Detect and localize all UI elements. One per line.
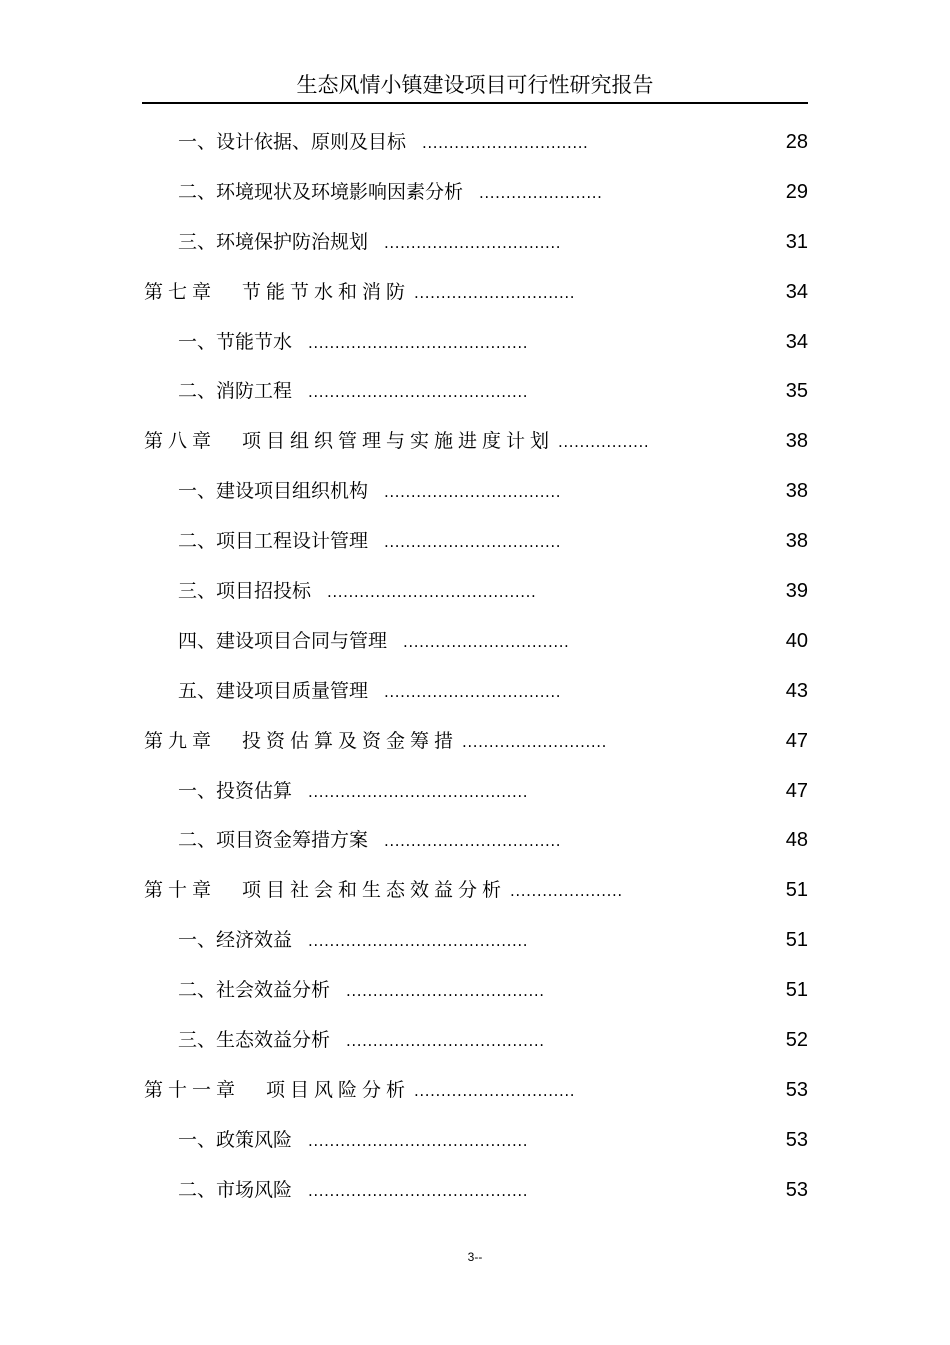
toc-leader-dots: ................................. xyxy=(384,832,562,851)
toc-section-title: 二、社会效益分析 xyxy=(178,979,331,1002)
toc-chapter-number: 第十一章 xyxy=(144,1078,241,1101)
toc-leader-dots: ......................................... xyxy=(308,333,529,352)
toc-chapter-entry[interactable] xyxy=(0,866,950,916)
toc-entry-text xyxy=(178,627,569,656)
toc-section-title: 一、经济效益 xyxy=(178,929,293,952)
toc-entry-text xyxy=(178,926,528,955)
toc-entry-text xyxy=(144,1076,575,1105)
toc-section-entry[interactable] xyxy=(0,767,950,817)
toc-entry-text xyxy=(144,727,607,756)
toc-chapter-title: 项目社会和生态效益分析 xyxy=(242,879,507,902)
toc-leader-dots: ....................... xyxy=(479,183,603,202)
toc-section-entry[interactable] xyxy=(0,467,950,517)
toc-section-title: 四、建设项目合同与管理 xyxy=(178,629,388,652)
toc-leader-dots: .............................. xyxy=(414,1081,576,1100)
toc-page-number: 40 xyxy=(785,629,808,652)
toc-entry-text xyxy=(178,228,561,257)
toc-chapter-title: 项目风险分析 xyxy=(266,1078,411,1101)
page-number-footer: 3-- xyxy=(467,1250,483,1264)
toc-chapter-title: 投资估算及资金筹措 xyxy=(242,729,459,752)
toc-page-number: 34 xyxy=(785,330,808,353)
toc-section-title: 二、环境现状及环境影响因素分析 xyxy=(178,180,464,203)
toc-page-number: 53 xyxy=(785,1178,808,1201)
toc-entry-text xyxy=(178,777,528,806)
toc-section-entry[interactable] xyxy=(0,367,950,417)
toc-chapter-entry[interactable] xyxy=(0,1066,950,1116)
toc-section-title: 三、环境保护防治规划 xyxy=(178,230,369,253)
toc-entry-text xyxy=(178,976,545,1005)
toc-leader-dots: ......................................... xyxy=(308,383,529,402)
header-rule xyxy=(142,102,808,104)
toc-leader-dots: ................................. xyxy=(384,483,562,502)
toc-section-entry[interactable] xyxy=(0,218,950,268)
toc-page-number: 53 xyxy=(785,1128,808,1151)
toc-page-number: 52 xyxy=(785,1029,808,1052)
toc-section-title: 一、设计依据、原则及目标 xyxy=(178,131,407,153)
toc-section-entry[interactable] xyxy=(0,118,950,168)
toc-section-entry[interactable] xyxy=(0,567,950,617)
toc-section-title: 二、项目资金筹措方案 xyxy=(178,829,369,852)
document-header-title: 生态风情小镇建设项目可行性研究报告 xyxy=(296,73,654,97)
toc-leader-dots: ......................................... xyxy=(308,782,529,801)
toc-section-title: 一、建设项目组织机构 xyxy=(178,480,369,503)
toc-page-number: 35 xyxy=(785,380,808,403)
toc-page-number: 28 xyxy=(785,131,808,153)
toc-leader-dots: ............................... xyxy=(422,134,589,152)
toc-entry-text xyxy=(178,477,561,506)
toc-section-entry[interactable] xyxy=(0,667,950,717)
toc-entry-text xyxy=(178,1176,528,1205)
toc-section-title: 五、建设项目质量管理 xyxy=(178,679,369,702)
toc-section-title: 一、投资估算 xyxy=(178,779,293,802)
toc-leader-dots: ......................................... xyxy=(308,932,529,951)
toc-section-entry[interactable] xyxy=(0,168,950,218)
toc-section-title: 三、项目招投标 xyxy=(178,580,312,603)
toc-section-entry[interactable] xyxy=(0,318,950,368)
toc-section-title: 二、消防工程 xyxy=(178,380,293,403)
toc-entry-text xyxy=(178,1026,545,1055)
toc-leader-dots: ..................... xyxy=(510,882,623,901)
toc-leader-dots: .............................. xyxy=(414,283,576,302)
toc-leader-dots: ......................................... xyxy=(308,1131,529,1150)
toc-section-entry[interactable] xyxy=(0,1016,950,1066)
toc-section-entry[interactable] xyxy=(0,966,950,1016)
toc-leader-dots: ................................. xyxy=(384,233,562,252)
toc-section-entry[interactable] xyxy=(0,1116,950,1166)
toc-entry-text xyxy=(178,377,528,406)
toc-leader-dots: ........................... xyxy=(462,732,607,751)
toc-leader-dots: ............................... xyxy=(403,632,570,651)
toc-chapter-number: 第七章 xyxy=(144,280,217,303)
toc-chapter-number: 第十章 xyxy=(144,879,217,902)
toc-entry-text xyxy=(178,328,528,357)
toc-page-number: 38 xyxy=(785,480,808,503)
toc-section-title: 一、政策风险 xyxy=(178,1128,293,1151)
toc-leader-dots: ......................................... xyxy=(308,1181,529,1200)
toc-page-number: 38 xyxy=(785,430,808,453)
toc-section-entry[interactable] xyxy=(0,617,950,667)
toc-page-number: 48 xyxy=(785,829,808,852)
toc-page-number: 51 xyxy=(785,979,808,1002)
toc-leader-dots: ................................. xyxy=(384,682,562,701)
toc-page-number: 29 xyxy=(785,180,808,203)
toc-leader-dots: ................................. xyxy=(384,533,562,552)
toc-entry-text xyxy=(178,826,561,855)
toc-leader-dots: ....................................... xyxy=(327,583,537,602)
toc-page-number: 51 xyxy=(785,879,808,902)
toc-section-entry[interactable] xyxy=(0,1166,950,1216)
toc-chapter-entry[interactable] xyxy=(0,268,950,318)
toc-leader-dots: ..................................... xyxy=(346,1032,545,1051)
toc-section-entry[interactable] xyxy=(0,517,950,567)
toc-section-title: 一、节能节水 xyxy=(178,330,293,353)
toc-section-entry[interactable] xyxy=(0,816,950,866)
toc-entry-text xyxy=(178,178,602,207)
toc-section-title: 二、市场风险 xyxy=(178,1178,293,1201)
toc-page-number: 47 xyxy=(785,779,808,802)
toc-page-number: 38 xyxy=(785,530,808,553)
toc-chapter-title: 节能节水和消防 xyxy=(242,280,411,303)
toc-section-title: 三、生态效益分析 xyxy=(178,1029,331,1052)
toc-page-number: 51 xyxy=(785,929,808,952)
toc-page-number: 53 xyxy=(785,1078,808,1101)
toc-entry-text xyxy=(144,876,623,905)
toc-chapter-number: 第九章 xyxy=(144,729,217,752)
toc-entry-text xyxy=(178,677,561,706)
toc-page-number: 31 xyxy=(785,230,808,253)
toc-chapter-entry[interactable] xyxy=(0,417,950,467)
toc-section-title: 二、项目工程设计管理 xyxy=(178,530,369,553)
toc-chapter-title: 项目组织管理与实施进度计划 xyxy=(242,430,555,453)
toc-entry-text xyxy=(178,527,561,556)
toc-section-entry[interactable] xyxy=(0,916,950,966)
toc-page-number: 43 xyxy=(785,679,808,702)
table-of-contents xyxy=(0,118,950,1216)
toc-page-number: 47 xyxy=(785,729,808,752)
toc-chapter-number: 第八章 xyxy=(144,430,217,453)
toc-entry-text xyxy=(144,278,575,307)
toc-chapter-entry[interactable] xyxy=(0,717,950,767)
toc-page-number: 34 xyxy=(785,280,808,303)
toc-entry-text xyxy=(178,128,588,157)
toc-leader-dots: ..................................... xyxy=(346,982,545,1001)
toc-entry-text xyxy=(144,427,649,456)
toc-entry-text xyxy=(178,1126,528,1155)
toc-entry-text xyxy=(178,577,536,606)
toc-leader-dots: ................. xyxy=(558,433,650,452)
toc-page-number: 39 xyxy=(785,580,808,603)
